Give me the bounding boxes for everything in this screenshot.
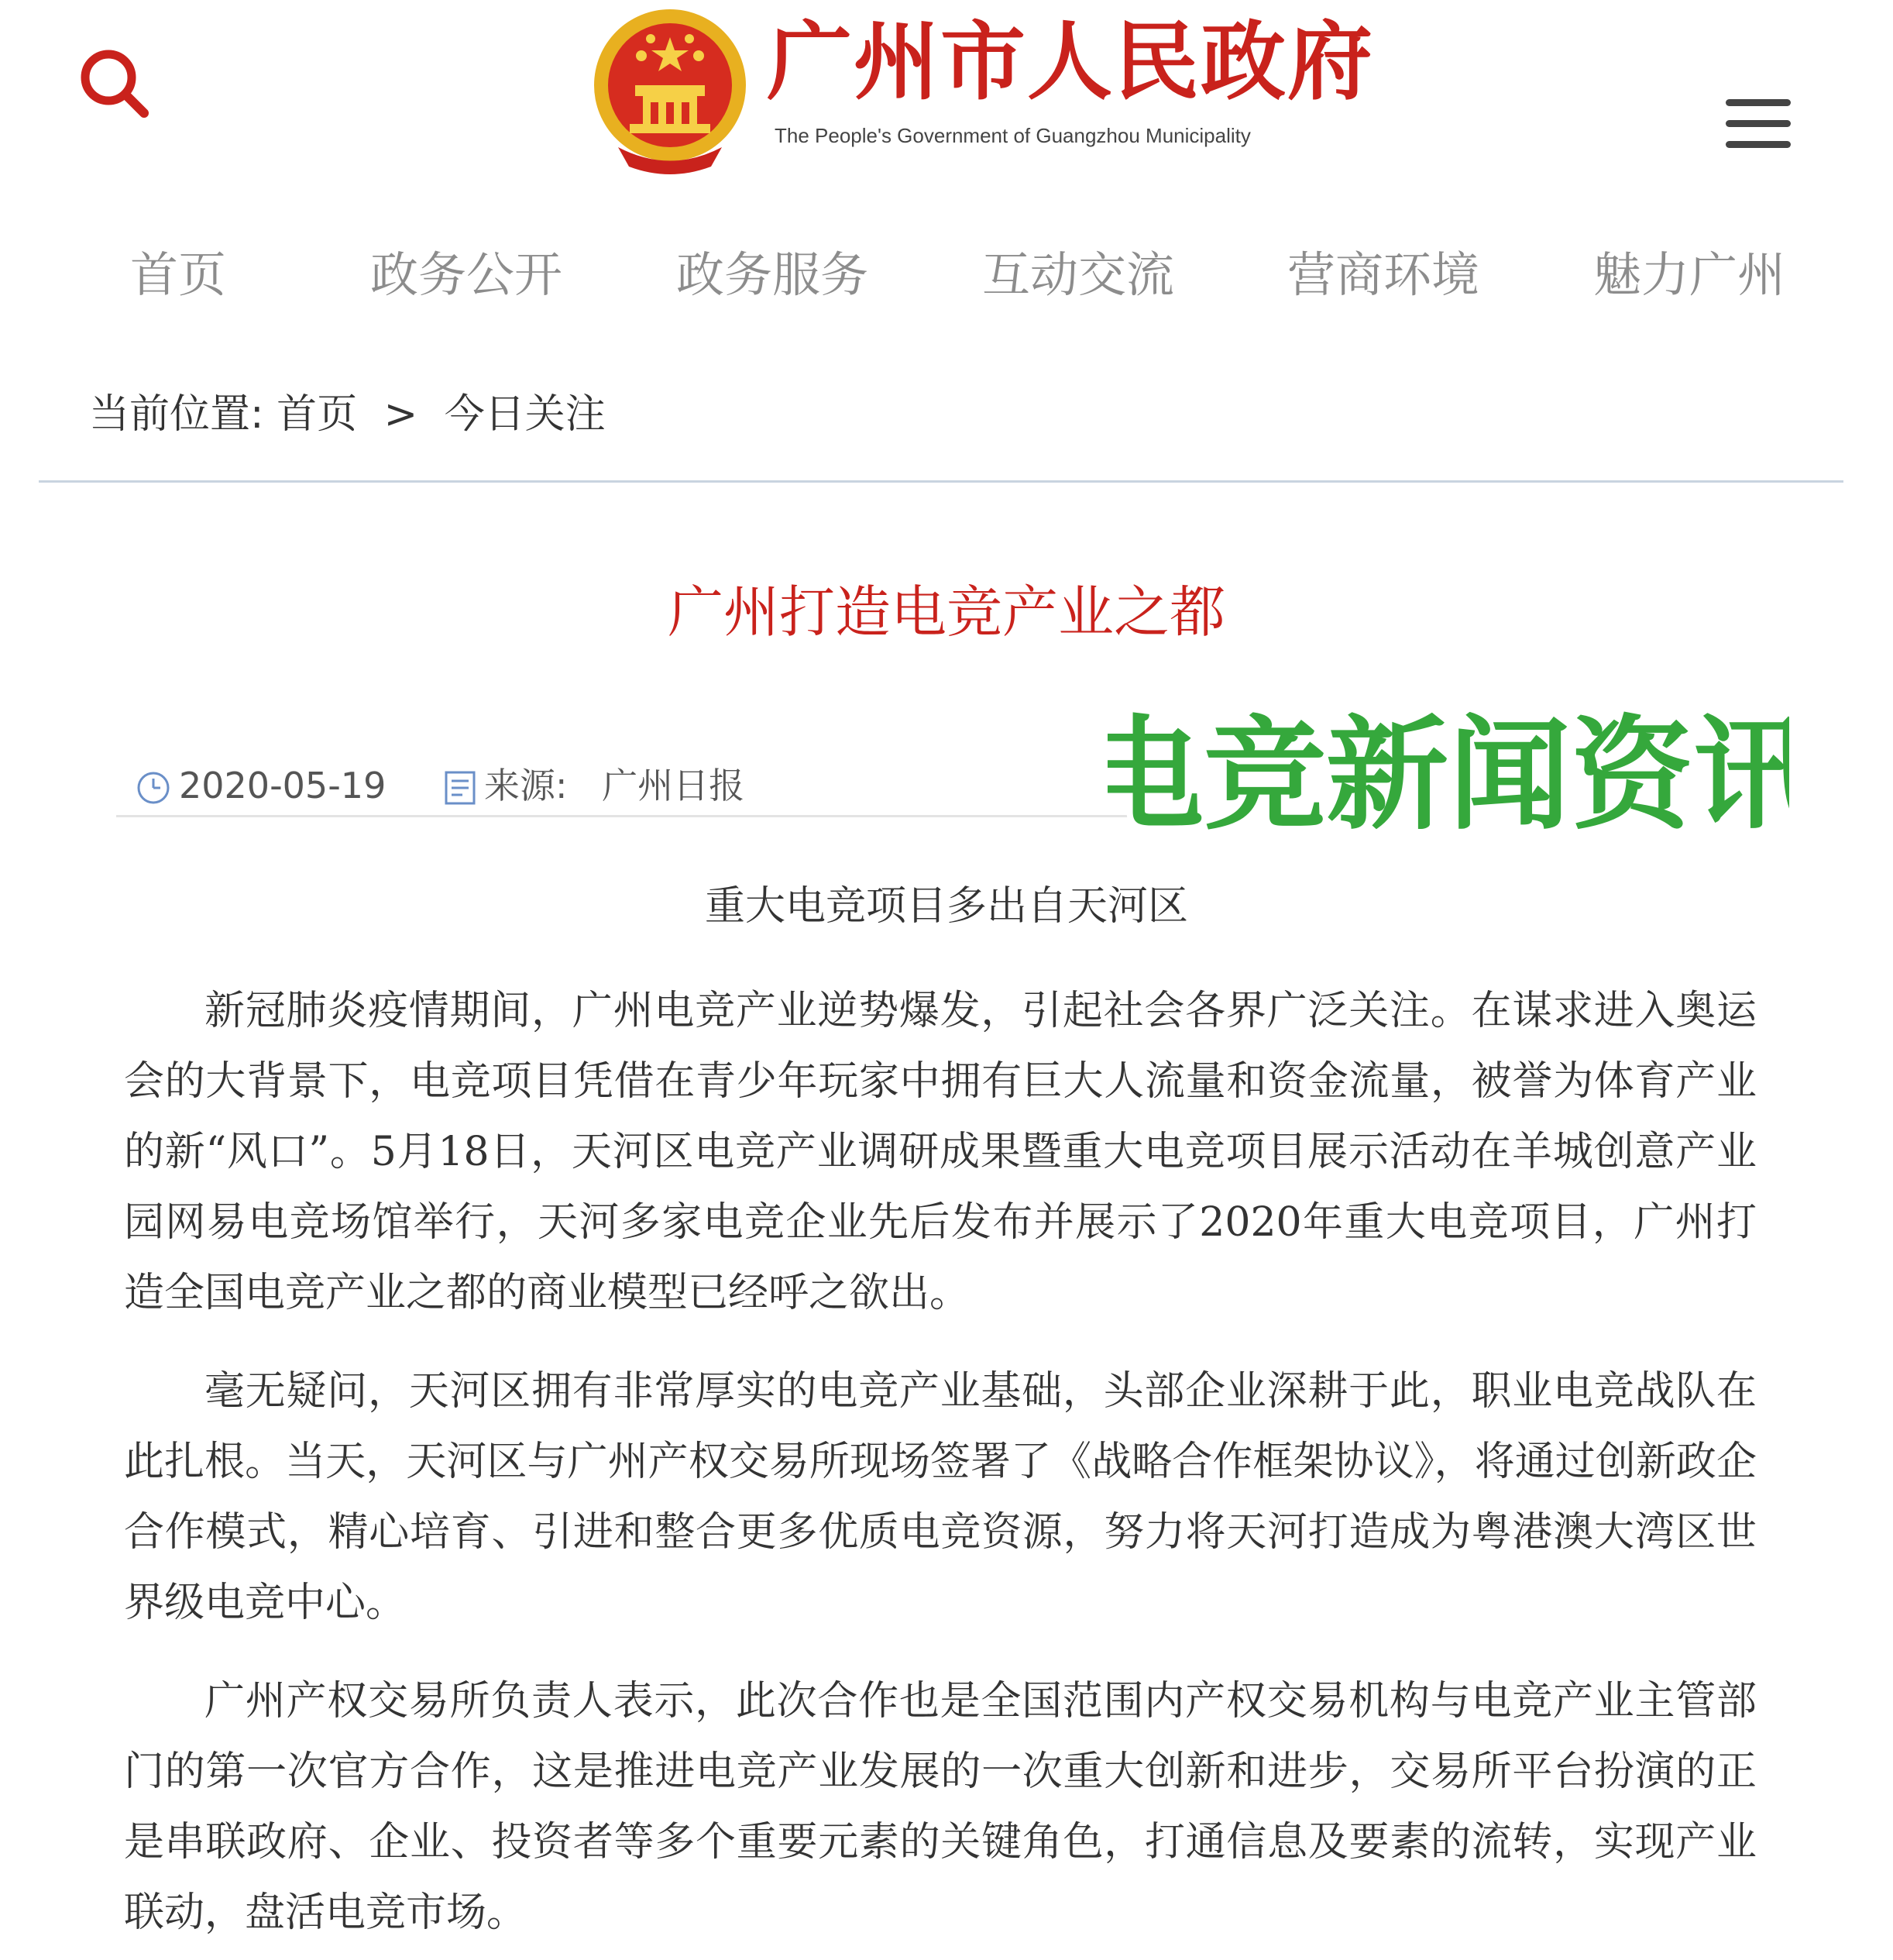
site-title: 广州市人民政府 <box>767 12 1374 112</box>
clock-icon <box>136 770 171 806</box>
date-text: 2020-05-19 <box>179 764 387 806</box>
article-paragraph: 新冠肺炎疫情期间，广州电竞产业逆势爆发，引起社会各界广泛关注。在谋求进入奥运会的大背景下，电竞项目凭借在青少年玩家中拥有巨大人流量和资金流量，被誉为体育产业的新“风口”。5月18日，天河区电竞产业调研成果暨重大电竞项目展示活动在羊城创意产业园网易电竞场馆举行，天河多家电竞企业先后发布并展示了2020年重大电竞项目，广州打造全国电竞产业之都的商业模型已经呼之欲出。 <box>124 988 1757 1316</box>
nav-item-charm-guangzhou[interactable]: 魅力广州 <box>1593 246 1786 303</box>
nav-item-home[interactable]: 首页 <box>130 246 227 303</box>
article-date <box>136 758 386 813</box>
main-nav <box>0 240 1893 310</box>
breadcrumb <box>89 387 606 442</box>
breadcrumb-current[interactable]: 今日关注 <box>444 391 606 438</box>
article-subtitle: 重大电竞项目多出自天河区 <box>704 883 1188 930</box>
menu-button[interactable] <box>1726 99 1791 147</box>
source-name: 广州日报 <box>602 764 745 806</box>
nav-item-government-affairs[interactable]: 政务公开 <box>370 246 563 303</box>
national-emblem-logo <box>587 8 754 177</box>
nav-item-business-environment[interactable]: 营商环境 <box>1287 246 1480 303</box>
hamburger-menu-icon <box>1726 99 1791 148</box>
nav-item-interaction[interactable]: 互动交流 <box>982 246 1175 303</box>
breadcrumb-home-link[interactable]: 首页 <box>277 391 358 438</box>
meta-divider <box>116 815 1170 817</box>
site-subtitle: The People's Government of Guangzhou Municipality <box>775 124 1251 147</box>
article-source <box>444 758 744 813</box>
search-icon <box>77 46 151 120</box>
article-meta <box>136 755 744 810</box>
breadcrumb-prefix: 当前位置: <box>89 391 264 438</box>
overlay-text: 电竞新闻资讯 <box>1108 704 1789 847</box>
breadcrumb-separator: > <box>383 391 418 438</box>
search-button[interactable] <box>77 46 151 120</box>
article-body <box>124 976 1757 1960</box>
nav-item-government-services[interactable]: 政务服务 <box>676 246 869 303</box>
source-label: 来源: <box>483 764 568 806</box>
news-overlay-label <box>1108 689 1789 852</box>
document-icon <box>444 770 476 806</box>
article-title: 广州打造电竞产业之都 <box>667 579 1225 645</box>
article-paragraph: 毫无疑问，天河区拥有非常厚实的电竞产业基础，头部企业深耕于此，职业电竞战队在此扎根。当天，天河区与广州产权交易所现场签署了《战略合作框架协议》，将通过创新政企合作模式，精心培育、引进和整合更多优质电竞资源，努力将天河打造成为粤港澳大湾区世界级电竞中心。 <box>124 1368 1757 1626</box>
article-paragraph: 广州产权交易所负责人表示，此次合作也是全国范围内产权交易机构与电竞产业主管部门的第一次官方合作，这是推进电竞产业发展的一次重大创新和进步，交易所平台扮演的正是串联政府、企业、投资者等多个重要元素的关键角色，打通信息及要素的流转，实现产业联动，盘活电竞市场。 <box>124 1678 1757 1936</box>
header-divider <box>39 480 1843 483</box>
